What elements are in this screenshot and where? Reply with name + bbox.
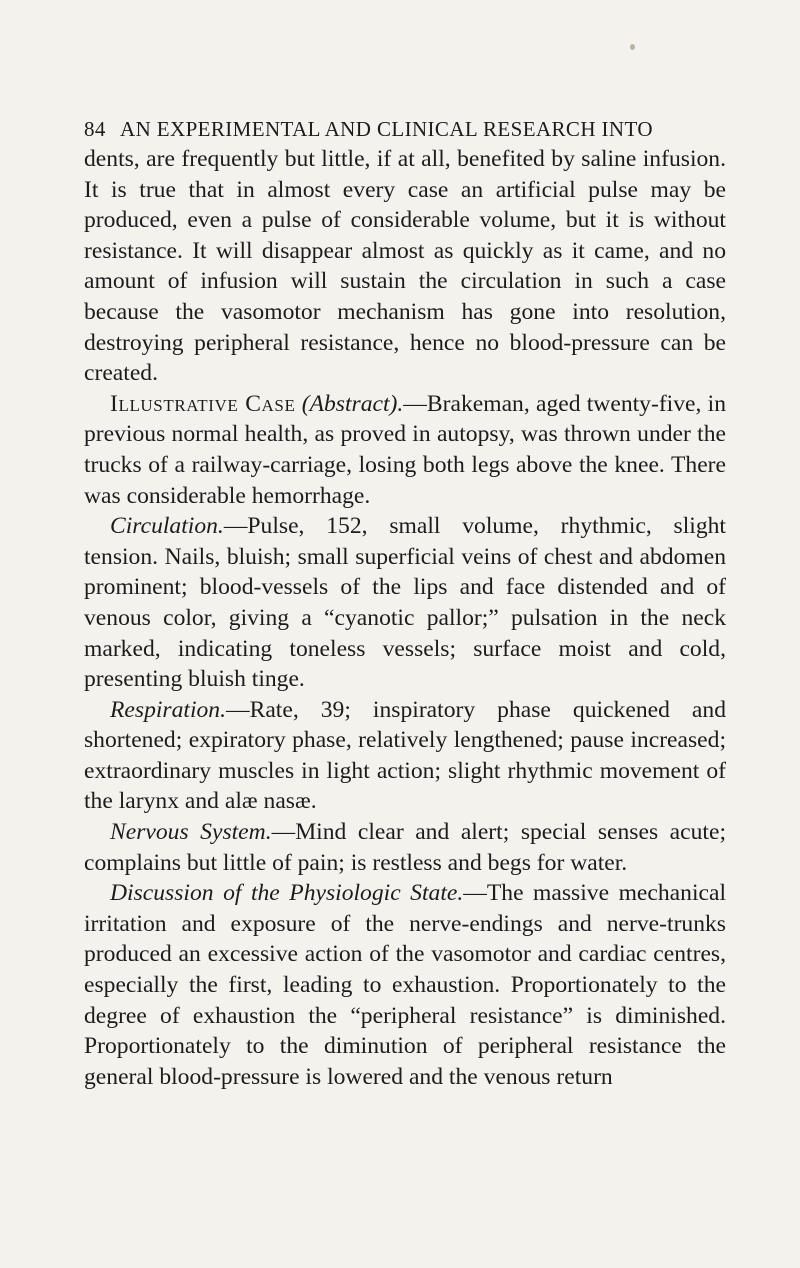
running-title: AN EXPERIMENTAL AND CLINICAL RESEARCH INTO bbox=[120, 117, 653, 141]
paragraph-nervous-system bbox=[84, 817, 726, 878]
running-head bbox=[84, 116, 724, 142]
paragraph-respiration bbox=[84, 695, 726, 817]
paragraph-discussion bbox=[84, 878, 726, 1092]
print-speck bbox=[630, 44, 635, 50]
paragraph-text: dents, are frequently but little, if at all, benefited by saline infusion. It is true that in almost every case an artificial pulse may be produced, even a pulse of considerable volume, but it is without resistance. It will disappear almost as quickly as it came, and no amount of infusion will sustain the circulation in such a case because the vasomotor mechanism has gone into resolution, destroying peripheral resistance, hence no blood-pressure can be created. bbox=[84, 146, 726, 387]
respiration-text: —Rate, 39; inspiratory phase quickened and shortened; expiratory phase, relatively lengthened; pause increased; extraordinary muscles in light action; slight rhythmic movement of the larynx and alæ nasæ. bbox=[84, 696, 726, 815]
body-text bbox=[84, 144, 726, 1092]
discussion-heading: Discussion of the Physiologic State. bbox=[110, 880, 464, 907]
nervous-system-heading: Nervous System. bbox=[110, 819, 272, 846]
case-label: Illustrative Case bbox=[110, 390, 296, 417]
nervous-system-text: —Mind clear and alert; special senses acute; complains but little of pain; is restless and begs for water. bbox=[84, 819, 726, 876]
paragraph-circulation bbox=[84, 511, 726, 695]
circulation-heading: Circulation. bbox=[110, 513, 224, 540]
page-number: 84 bbox=[84, 117, 106, 141]
discussion-text: —The massive mechanical irritation and exposure of the nerve-endings and nerve-trunks produced an excessive action of the vasomotor and cardiac centres, especially the first, leading to exhaustion. Proportionately to the degree of exhaustion the “peripheral resistance” is diminished. Proportionately to the diminution of peripheral resistance the general blood-pressure is lowered and the venous return bbox=[84, 880, 726, 1090]
case-text: —Brakeman, aged twenty-five, in previous normal health, as proved in autopsy, was thrown under the trucks of a railway-carriage, losing both legs above the knee. There was considerable hemorrhage. bbox=[84, 390, 726, 509]
respiration-heading: Respiration. bbox=[110, 696, 226, 723]
circulation-text: —Pulse, 152, small volume, rhythmic, slight tension. Nails, bluish; small superficial veins of chest and abdomen prominent; blood-vessels of the lips and face distended and of venous color, giving a “cyanotic pallor;” pulsation in the neck marked, indicating toneless vessels; surface moist and cold, presenting bluish tinge. bbox=[84, 513, 726, 693]
paragraph-continuation bbox=[84, 144, 726, 389]
paragraph-illustrative-case bbox=[84, 389, 726, 511]
case-abstract-label: (Abstract). bbox=[301, 390, 404, 417]
